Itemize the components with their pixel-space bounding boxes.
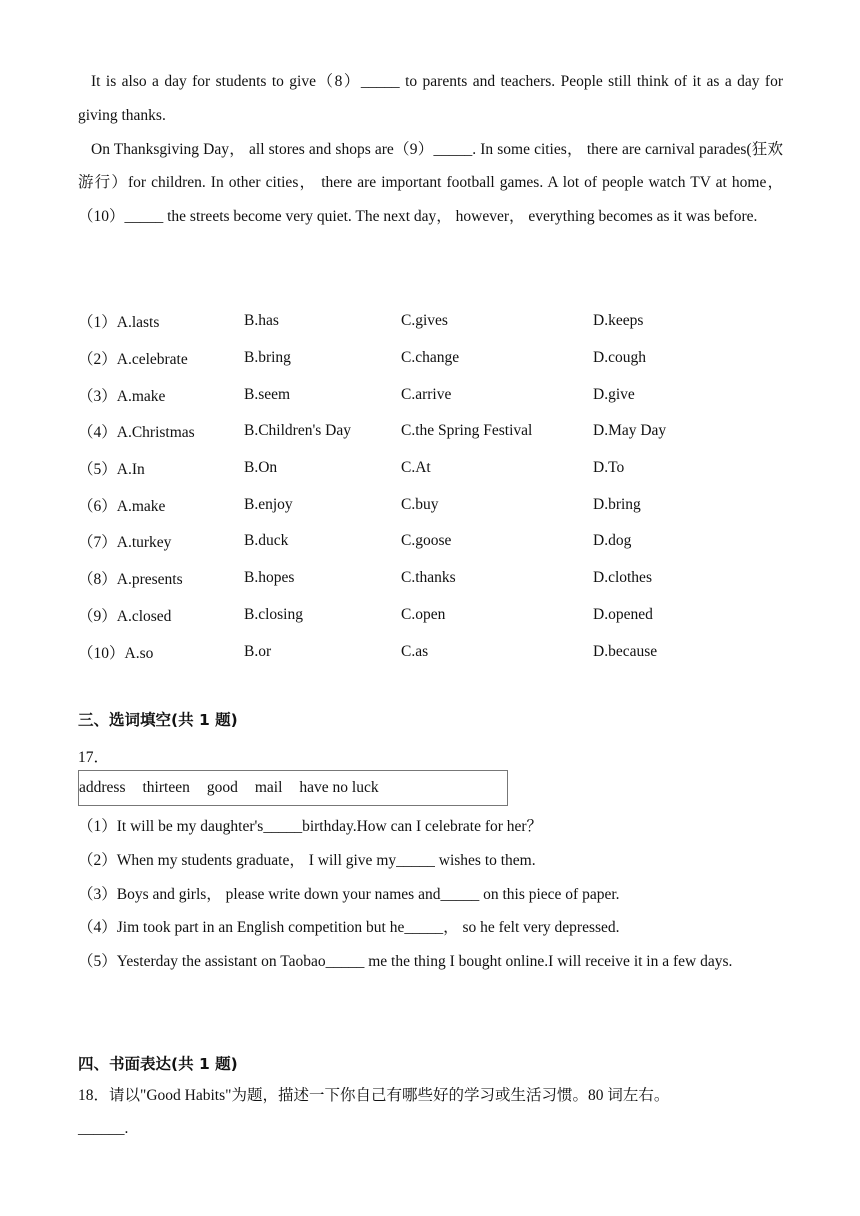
option-choice: （6）A.make [78, 497, 166, 515]
option-choice: B.Children's Day [244, 422, 351, 440]
option-choice: B.On [244, 459, 278, 477]
option-choice: （2）A.celebrate [78, 351, 188, 369]
option-choice: D.because [593, 642, 658, 660]
option-choice: （4）A.Christmas [78, 424, 195, 442]
options-table [78, 303, 783, 670]
option-choice: （1）A.lasts [78, 314, 160, 332]
option-row [78, 340, 783, 377]
fill-blank-item: （5）Yesterday the assistant on Taobao_____ me the thing I bought online.I will receive it in a few days. [78, 953, 733, 971]
word-bank-item: good [206, 779, 238, 796]
option-choice: B.bring [244, 349, 291, 367]
passage-paragraph: It is also a day for students to give（8）_____ to parents and teachers. People still think of it as a day for giving thanks. [78, 73, 783, 124]
option-choice: （9）A.closed [78, 607, 172, 625]
option-choice: C.as [401, 642, 429, 660]
option-choice: D.opened [593, 605, 653, 623]
option-choice: B.has [244, 312, 279, 330]
option-row [78, 486, 783, 523]
option-choice: B.seem [244, 385, 291, 403]
option-choice: B.or [244, 642, 272, 660]
word-bank-box [78, 770, 508, 806]
option-choice: D.clothes [593, 569, 652, 587]
word-bank-item: thirteen [142, 779, 190, 796]
option-choice: C.change [401, 349, 460, 367]
option-choice: （5）A.In [78, 461, 145, 479]
option-choice: B.closing [244, 605, 303, 623]
option-choice: C.the Spring Festival [401, 422, 533, 440]
option-choice: B.enjoy [244, 495, 293, 513]
option-choice: C.open [401, 605, 446, 623]
fill-blank-item: （1）It will be my daughter's_____birthday.How can I celebrate for her？ [78, 818, 543, 835]
option-row [78, 303, 783, 340]
option-choice: B.duck [244, 532, 289, 550]
option-row [78, 560, 783, 597]
option-row [78, 633, 783, 670]
option-choice: D.cough [593, 349, 646, 367]
option-choice: D.give [593, 385, 635, 403]
option-choice: C.arrive [401, 385, 452, 403]
option-choice: （3）A.make [78, 387, 166, 405]
option-choice: （7）A.turkey [78, 534, 172, 552]
option-choice: D.keeps [593, 312, 644, 330]
option-choice: D.dog [593, 532, 632, 550]
option-row [78, 450, 783, 487]
answer-line: ______. [78, 1120, 129, 1137]
option-choice: B.hopes [244, 569, 295, 587]
option-choice: D.May Day [593, 422, 667, 440]
section-title-vocabulary: 三、选词填空(共 1 题) [78, 711, 238, 729]
option-row [78, 523, 783, 560]
reading-passage [78, 65, 783, 234]
option-choice: C.buy [401, 495, 439, 513]
fill-blank-list [78, 810, 783, 979]
option-choice: D.bring [593, 495, 641, 513]
option-choice: （8）A.presents [78, 571, 183, 589]
option-row [78, 413, 783, 450]
option-row [78, 597, 783, 634]
option-row [78, 376, 783, 413]
fill-blank-item: （2）When my students graduate， I will give my_____ wishes to them. [78, 851, 536, 869]
section-title-writing: 四、书面表达(共 1 题) [78, 1055, 238, 1073]
fill-blank-item: （4）Jim took part in an English competition but he_____， so he felt very depressed. [78, 919, 620, 937]
writing-question: 18．请以"Good Habits"为题，描述一下你自己有哪些好的学习或生活习惯。80 词左右。 [78, 1087, 670, 1104]
fill-blank-item: （3）Boys and girls， please write down your names and_____ on this piece of paper. [78, 885, 620, 903]
option-choice: （10）A.so [78, 644, 154, 662]
passage-paragraph: On Thanksgiving Day， all stores and shops are（9）_____. In some cities， there are carnival parades(狂欢游行）for children. In other cities， there are important football games. A lot of people watch TV at home，（10）_____ the streets become very quiet. The next day， however， everything becomes as it was before. [78, 140, 783, 226]
option-choice: C.At [401, 459, 431, 477]
option-choice: D.To [593, 459, 625, 477]
word-bank-item: mail [254, 779, 283, 796]
question-number: 17． [78, 749, 110, 766]
option-choice: C.goose [401, 532, 452, 550]
word-bank-item: have no luck [299, 779, 379, 796]
word-bank-item: address [79, 779, 126, 796]
option-choice: C.gives [401, 312, 448, 330]
option-choice: C.thanks [401, 569, 456, 587]
